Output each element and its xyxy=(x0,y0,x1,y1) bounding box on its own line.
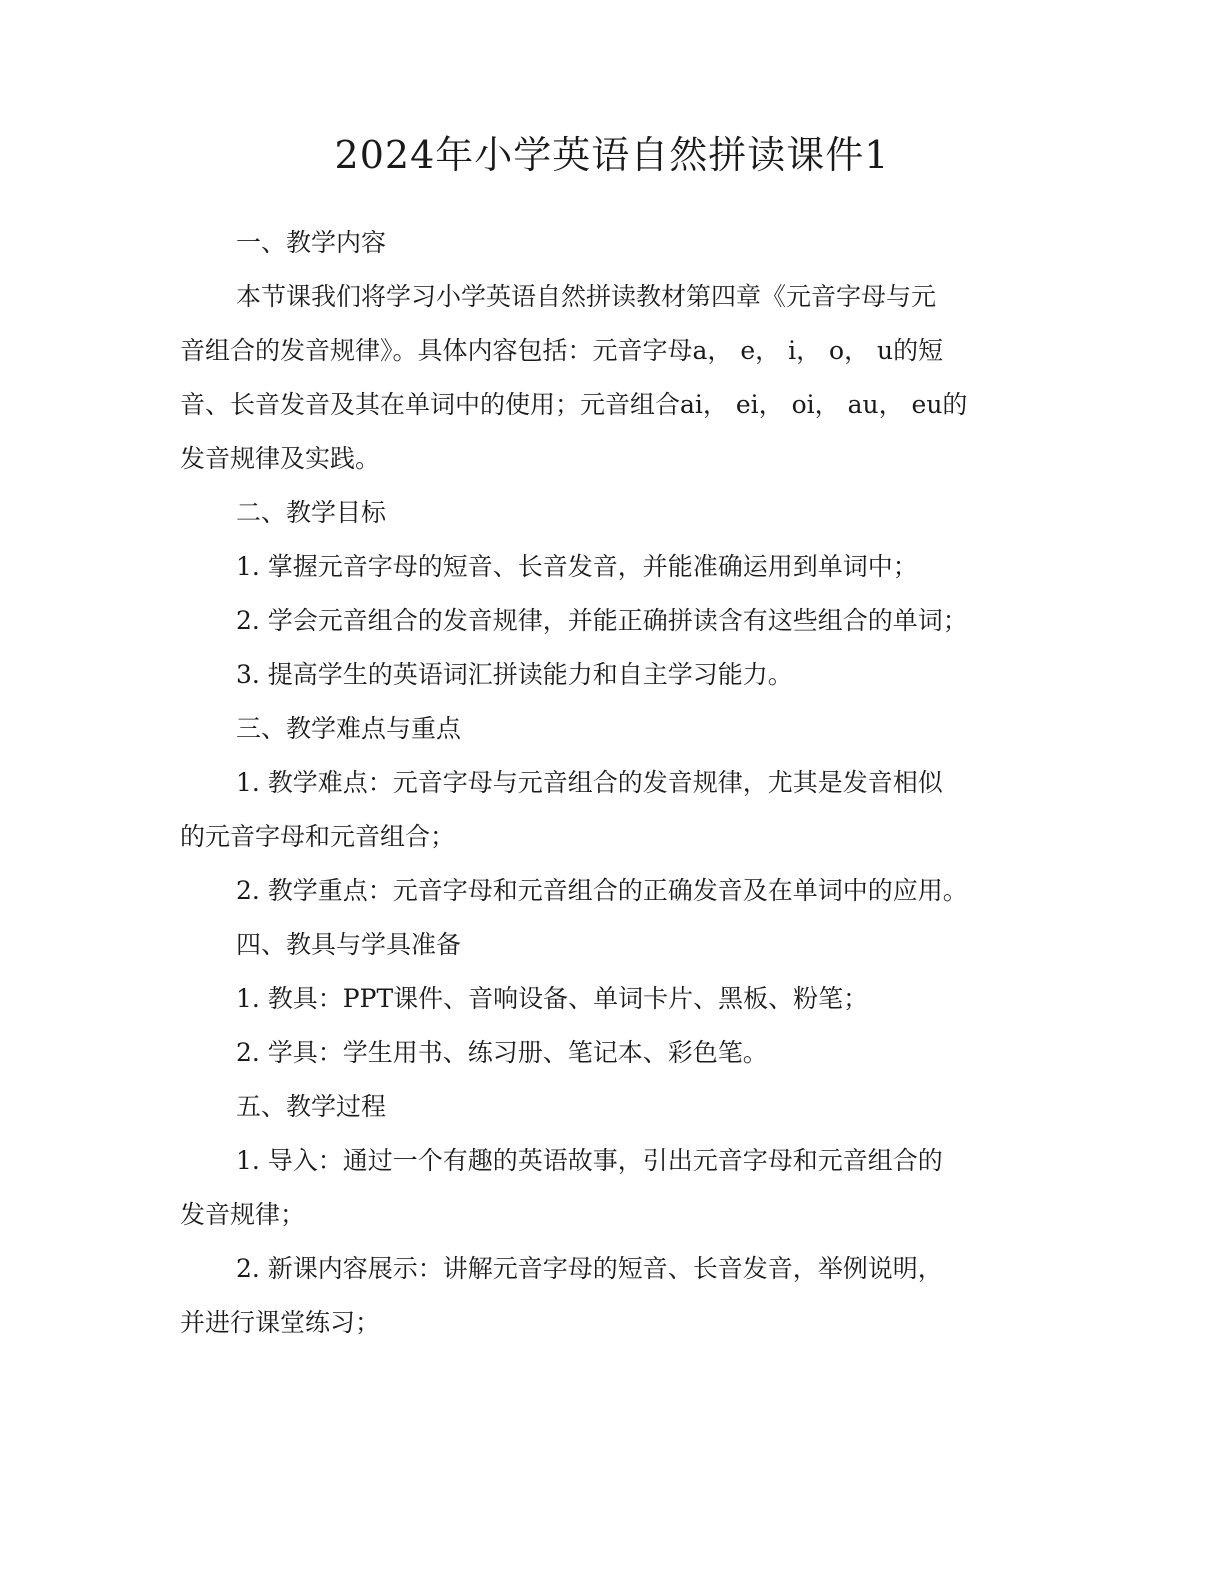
paragraph-line: 发音规律及实践。 xyxy=(180,444,381,473)
list-item: 1. 教具：PPT课件、音响设备、单词卡片、黑板、粉笔； xyxy=(236,984,869,1013)
list-item: 1. 导入：通过一个有趣的英语故事，引出元音字母和元音组合的 xyxy=(236,1146,943,1175)
list-item: 1. 掌握元音字母的短音、长音发音，并能准确运用到单词中； xyxy=(236,552,918,581)
section-heading-materials: 四、教具与学具准备 xyxy=(236,930,462,959)
list-item-continuation: 并进行课堂练习； xyxy=(180,1308,381,1337)
list-item: 3. 提高学生的英语词汇拼读能力和自主学习能力。 xyxy=(236,660,793,689)
list-item: 2. 新课内容展示：讲解元音字母的短音、长音发音，举例说明， xyxy=(236,1254,943,1283)
section-heading-process: 五、教学过程 xyxy=(236,1092,387,1121)
document-title: 2024年小学英语自然拼读课件1 xyxy=(334,133,890,177)
list-item: 2. 学具：学生用书、练习册、笔记本、彩色笔。 xyxy=(236,1038,768,1067)
section-heading-content: 一、教学内容 xyxy=(236,228,387,257)
list-item: 2. 学会元音组合的发音规律，并能正确拼读含有这些组合的单词； xyxy=(236,606,968,635)
list-item: 2. 教学重点：元音字母和元音组合的正确发音及在单词中的应用。 xyxy=(236,876,968,905)
list-item-continuation: 的元音字母和元音组合； xyxy=(180,822,456,851)
list-item: 1. 教学难点：元音字母与元音组合的发音规律，尤其是发音相似 xyxy=(236,768,943,797)
list-item-continuation: 发音规律； xyxy=(180,1200,306,1229)
paragraph-line: 本节课我们将学习小学英语自然拼读教材第四章《元音字母与元 xyxy=(236,282,937,311)
section-heading-difficulties: 三、教学难点与重点 xyxy=(236,714,462,743)
paragraph-line: 音、长音发音及其在单词中的使用；元音组合ai， ei， oi， au， eu的 xyxy=(180,390,968,419)
section-heading-objectives: 二、教学目标 xyxy=(236,498,387,527)
paragraph-line: 音组合的发音规律》。具体内容包括：元音字母a， e， i， o， u的短 xyxy=(180,336,944,365)
document-body xyxy=(180,216,1060,1350)
